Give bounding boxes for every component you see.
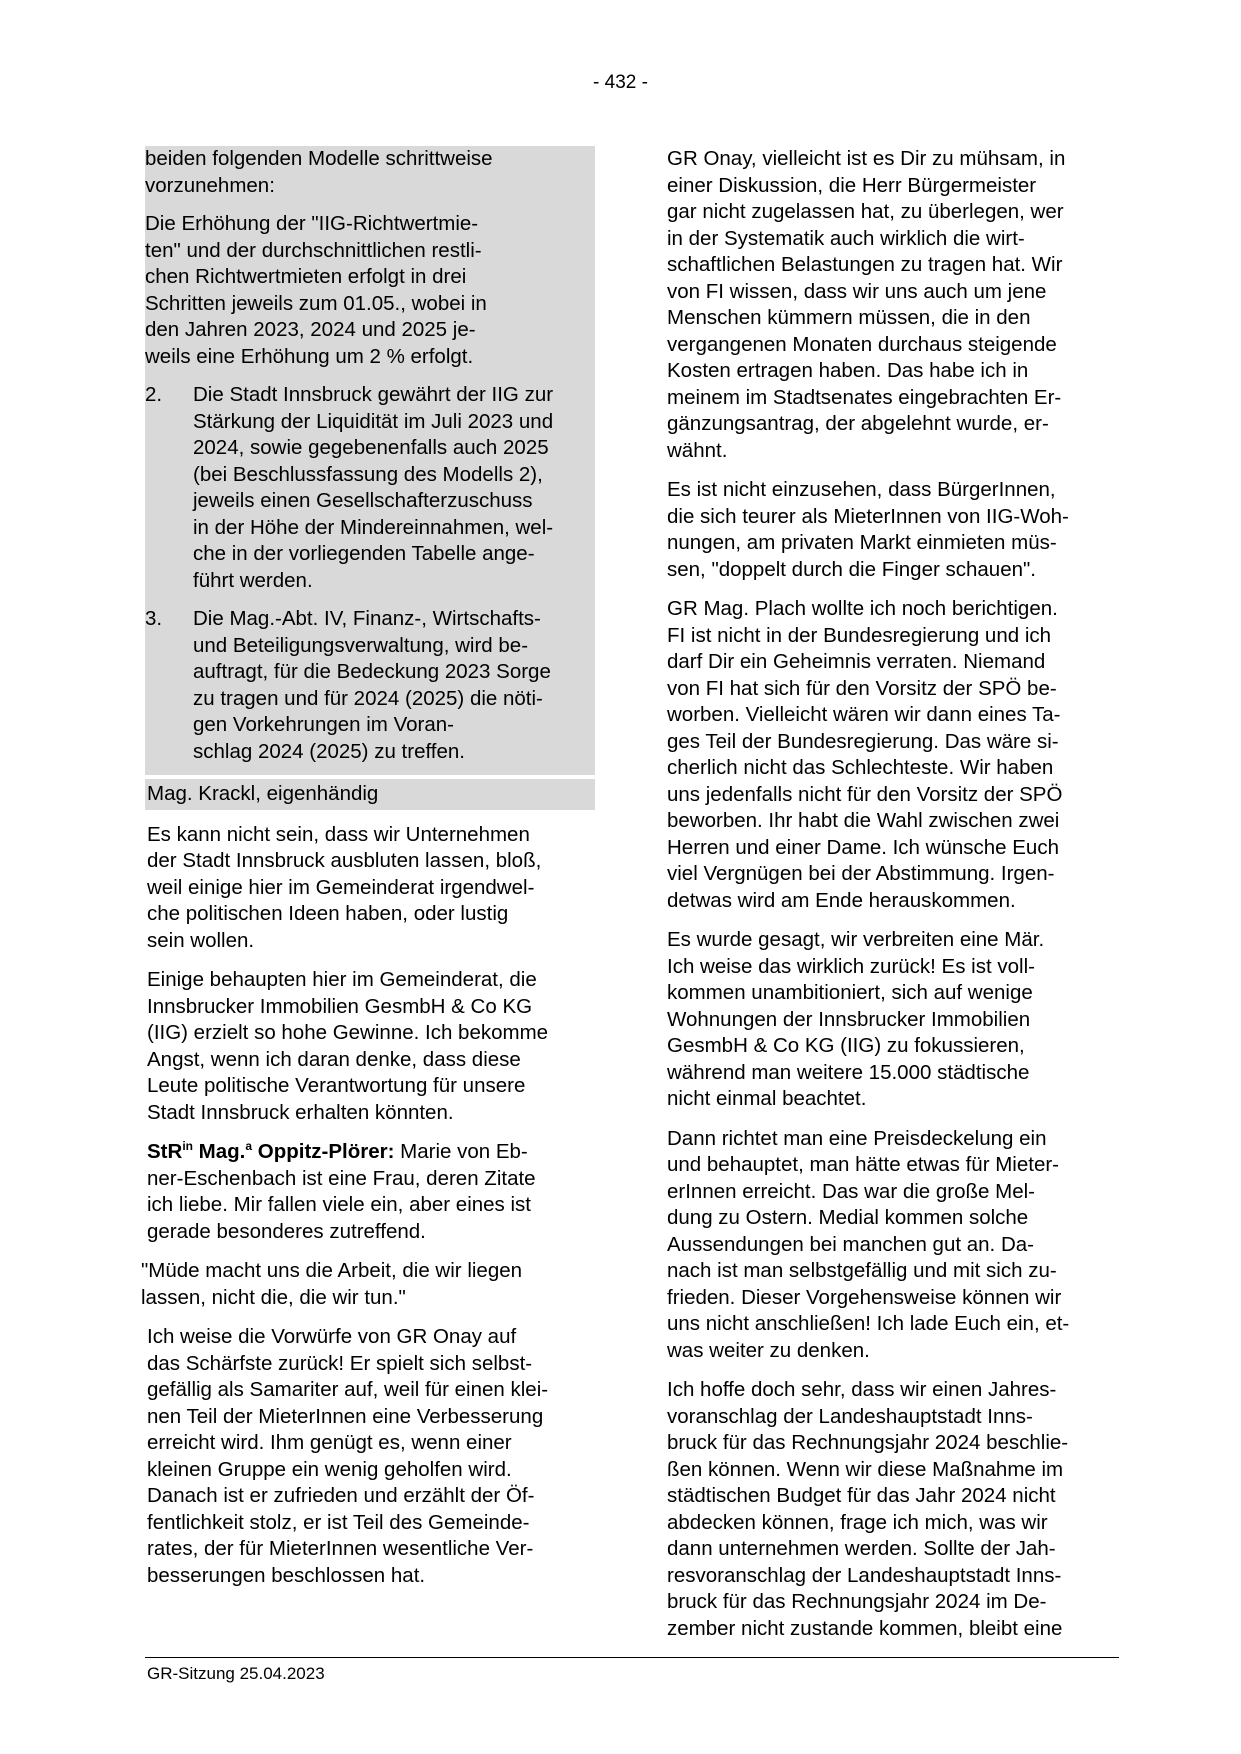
speaker-text: Marie von Eb- ner-Eschenbach ist eine Frau, deren Zitate ich liebe. Mir fallen viele ein, aber eines ist gerade besonderes zutreffend.	[147, 1140, 536, 1243]
quote: "Müde macht uns die Arbeit, die wir liegen lassen, nicht die, die wir tun."	[141, 1259, 523, 1309]
paragraph: GR Mag. Plach wollte ich noch berichtigen. FI ist nicht in der Bundesregierung und ich darf Dir ein Geheimnis verraten. Niemand von FI hat sich für den Vorsitz der SPÖ be- worben. Vielleicht wären wir dann eines Ta- ges Teil der Bundesregierung. Das wäre si- cherlich nicht das Schlechteste. Wir haben uns jedenfalls nicht für den Vorsitz der SPÖ beworben. Ihr habt die Wahl zwischen zwei Herren und einer Dame. Ich wünsche Euch viel Vergnügen bei der Abstimmung. Irgen- detwas wird am Ende herauskommen.	[667, 597, 1063, 912]
item-number: 3.	[145, 607, 163, 630]
motion-paragraph: Die Erhöhung der "IIG-Richtwertmie- ten" und der durchschnittlichen restli- chen Richtwertmieten erfolgt in drei Schritten jeweils zum 01.05., wobei in den Jahren 2023, 2024 und 2025 je- weils eine Erhöhung um 2 % erfolgt.	[145, 212, 487, 368]
speaker-paragraph	[147, 1139, 595, 1245]
paragraph: Es kann nicht sein, dass wir Unternehmen der Stadt Innsbruck ausbluten lassen, bloß, weil einige hier im Gemeinderat irgendwel- che politischen Ideen haben, oder lustig sein wollen.	[147, 822, 542, 952]
item-text: Die Stadt Innsbruck gewährt der IIG zur Stärkung der Liquidität im Juli 2023 und 2024, sowie gegebenenfalls auch 2025 (bei Beschlussfassung des Modells 2), jeweils einen Gesellschafterzuschuss in der Höhe der Mindereinnahmen, wel- che in der vorliegenden Tabelle ange- führt werden.	[193, 383, 554, 592]
left-column	[141, 146, 595, 1589]
page-number: - 432 -	[593, 72, 648, 93]
item-number: 2.	[145, 383, 163, 406]
motion-item	[145, 606, 595, 765]
signature-line: Mag. Krackl, eigenhändig	[145, 779, 595, 810]
paragraph: Es wurde gesagt, wir verbreiten eine Mär. Ich weise das wirklich zurück! Es ist voll- kommen unambitioniert, sich auf wenige Wohnungen der Innsbrucker Immobilien GesmbH & Co KG (IIG) zu fokussieren, während man weitere 15.000 städtische nicht einmal beachtet.	[667, 928, 1045, 1110]
footer-divider	[145, 1657, 1119, 1658]
motion-item	[145, 382, 595, 594]
paragraph: Ich hoffe doch sehr, dass wir einen Jahres- voranschlag der Landeshauptstadt Inns- bruck für das Rechnungsjahr 2024 beschlie- ßen können. Wenn wir diese Maßnahme im städtischen Budget für das Jahr 2024 nicht abdecken können, frage ich mich, was wir dann unternehmen werden. Sollte der Jah- resvoranschlag der Landeshauptstadt Inns- bruck für das Rechnungsjahr 2024 im De- zember nicht zustande kommen, bleibt eine	[667, 1378, 1069, 1640]
item-text: Die Mag.-Abt. IV, Finanz-, Wirtschafts- und Beteiligungsverwaltung, wird be- auftragt, für die Bedeckung 2023 Sorge zu tragen und für 2024 (2025) die nöti- gen Vorkehrungen im Voran- schlag 2024 (2025) zu treffen.	[193, 607, 551, 763]
motion-block	[145, 146, 595, 775]
speaker-name: StR$^{in}$ Mag.$^a$ Oppitz-Plörer:	[147, 1139, 395, 1163]
paragraph: Es ist nicht einzusehen, dass BürgerInnen, die sich teurer als MieterInnen von IIG-Woh- nungen, am privaten Markt einmieten müs- sen, "doppelt durch die Finger schauen".	[667, 478, 1069, 581]
right-column	[667, 146, 1117, 1655]
footer-text: GR-Sitzung 25.04.2023	[147, 1664, 325, 1683]
paragraph: Dann richtet man eine Preisdeckelung ein und behauptet, man hätte etwas für Mieter- erInnen erreicht. Das war die große Mel- dung zu Ostern. Medial kommen solche Aussendungen bei manchen gut an. Da- nach ist man selbstgefällig und mit sich zu- frieden. Dieser Vorgehensweise können wir uns nicht anschließen! Ich lade Euch ein, et- was weiter zu denken.	[667, 1126, 1070, 1362]
paragraph: Einige behaupten hier im Gemeinderat, die Innsbrucker Immobilien GesmbH & Co KG (IIG) erzielt so hohe Gewinne. Ich bekomme Angst, wenn ich daran denke, dass diese Leute politische Verantwortung für unsere Stadt Innsbruck erhalten könnten.	[147, 968, 549, 1124]
paragraph: Ich weise die Vorwürfe von GR Onay auf das Schärfste zurück! Er spielt sich selbst- gefällig als Samariter auf, weil für einen klei- nen Teil der MieterInnen eine Verbesserung erreicht wird. Ihm genügt es, wenn einer kleinen Gruppe ein wenig geholfen wird. Danach ist er zufrieden und erzählt der Öf- fentlichkeit stolz, er ist Teil des Gemeinde- rates, der für MieterInnen wesentliche Ver- besserungen beschlossen hat.	[147, 1325, 549, 1587]
paragraph: GR Onay, vielleicht ist es Dir zu mühsam, in einer Diskussion, die Herr Bürgermeister gar nicht zugelassen hat, zu überlegen, wer in der Systematik auch wirklich die wirt- schaftlichen Belastungen zu tragen hat. Wir von FI wissen, dass wir uns auch um jene Menschen kümmern müssen, die in den vergangenen Monaten durchaus steigende Kosten ertragen haben. Das habe ich in meinem im Stadtsenates eingebrachten Er- gänzungsantrag, der abgelehnt wurde, er- wähnt.	[667, 147, 1066, 462]
motion-intro: beiden folgenden Modelle schrittweise vorzunehmen:	[145, 147, 493, 197]
